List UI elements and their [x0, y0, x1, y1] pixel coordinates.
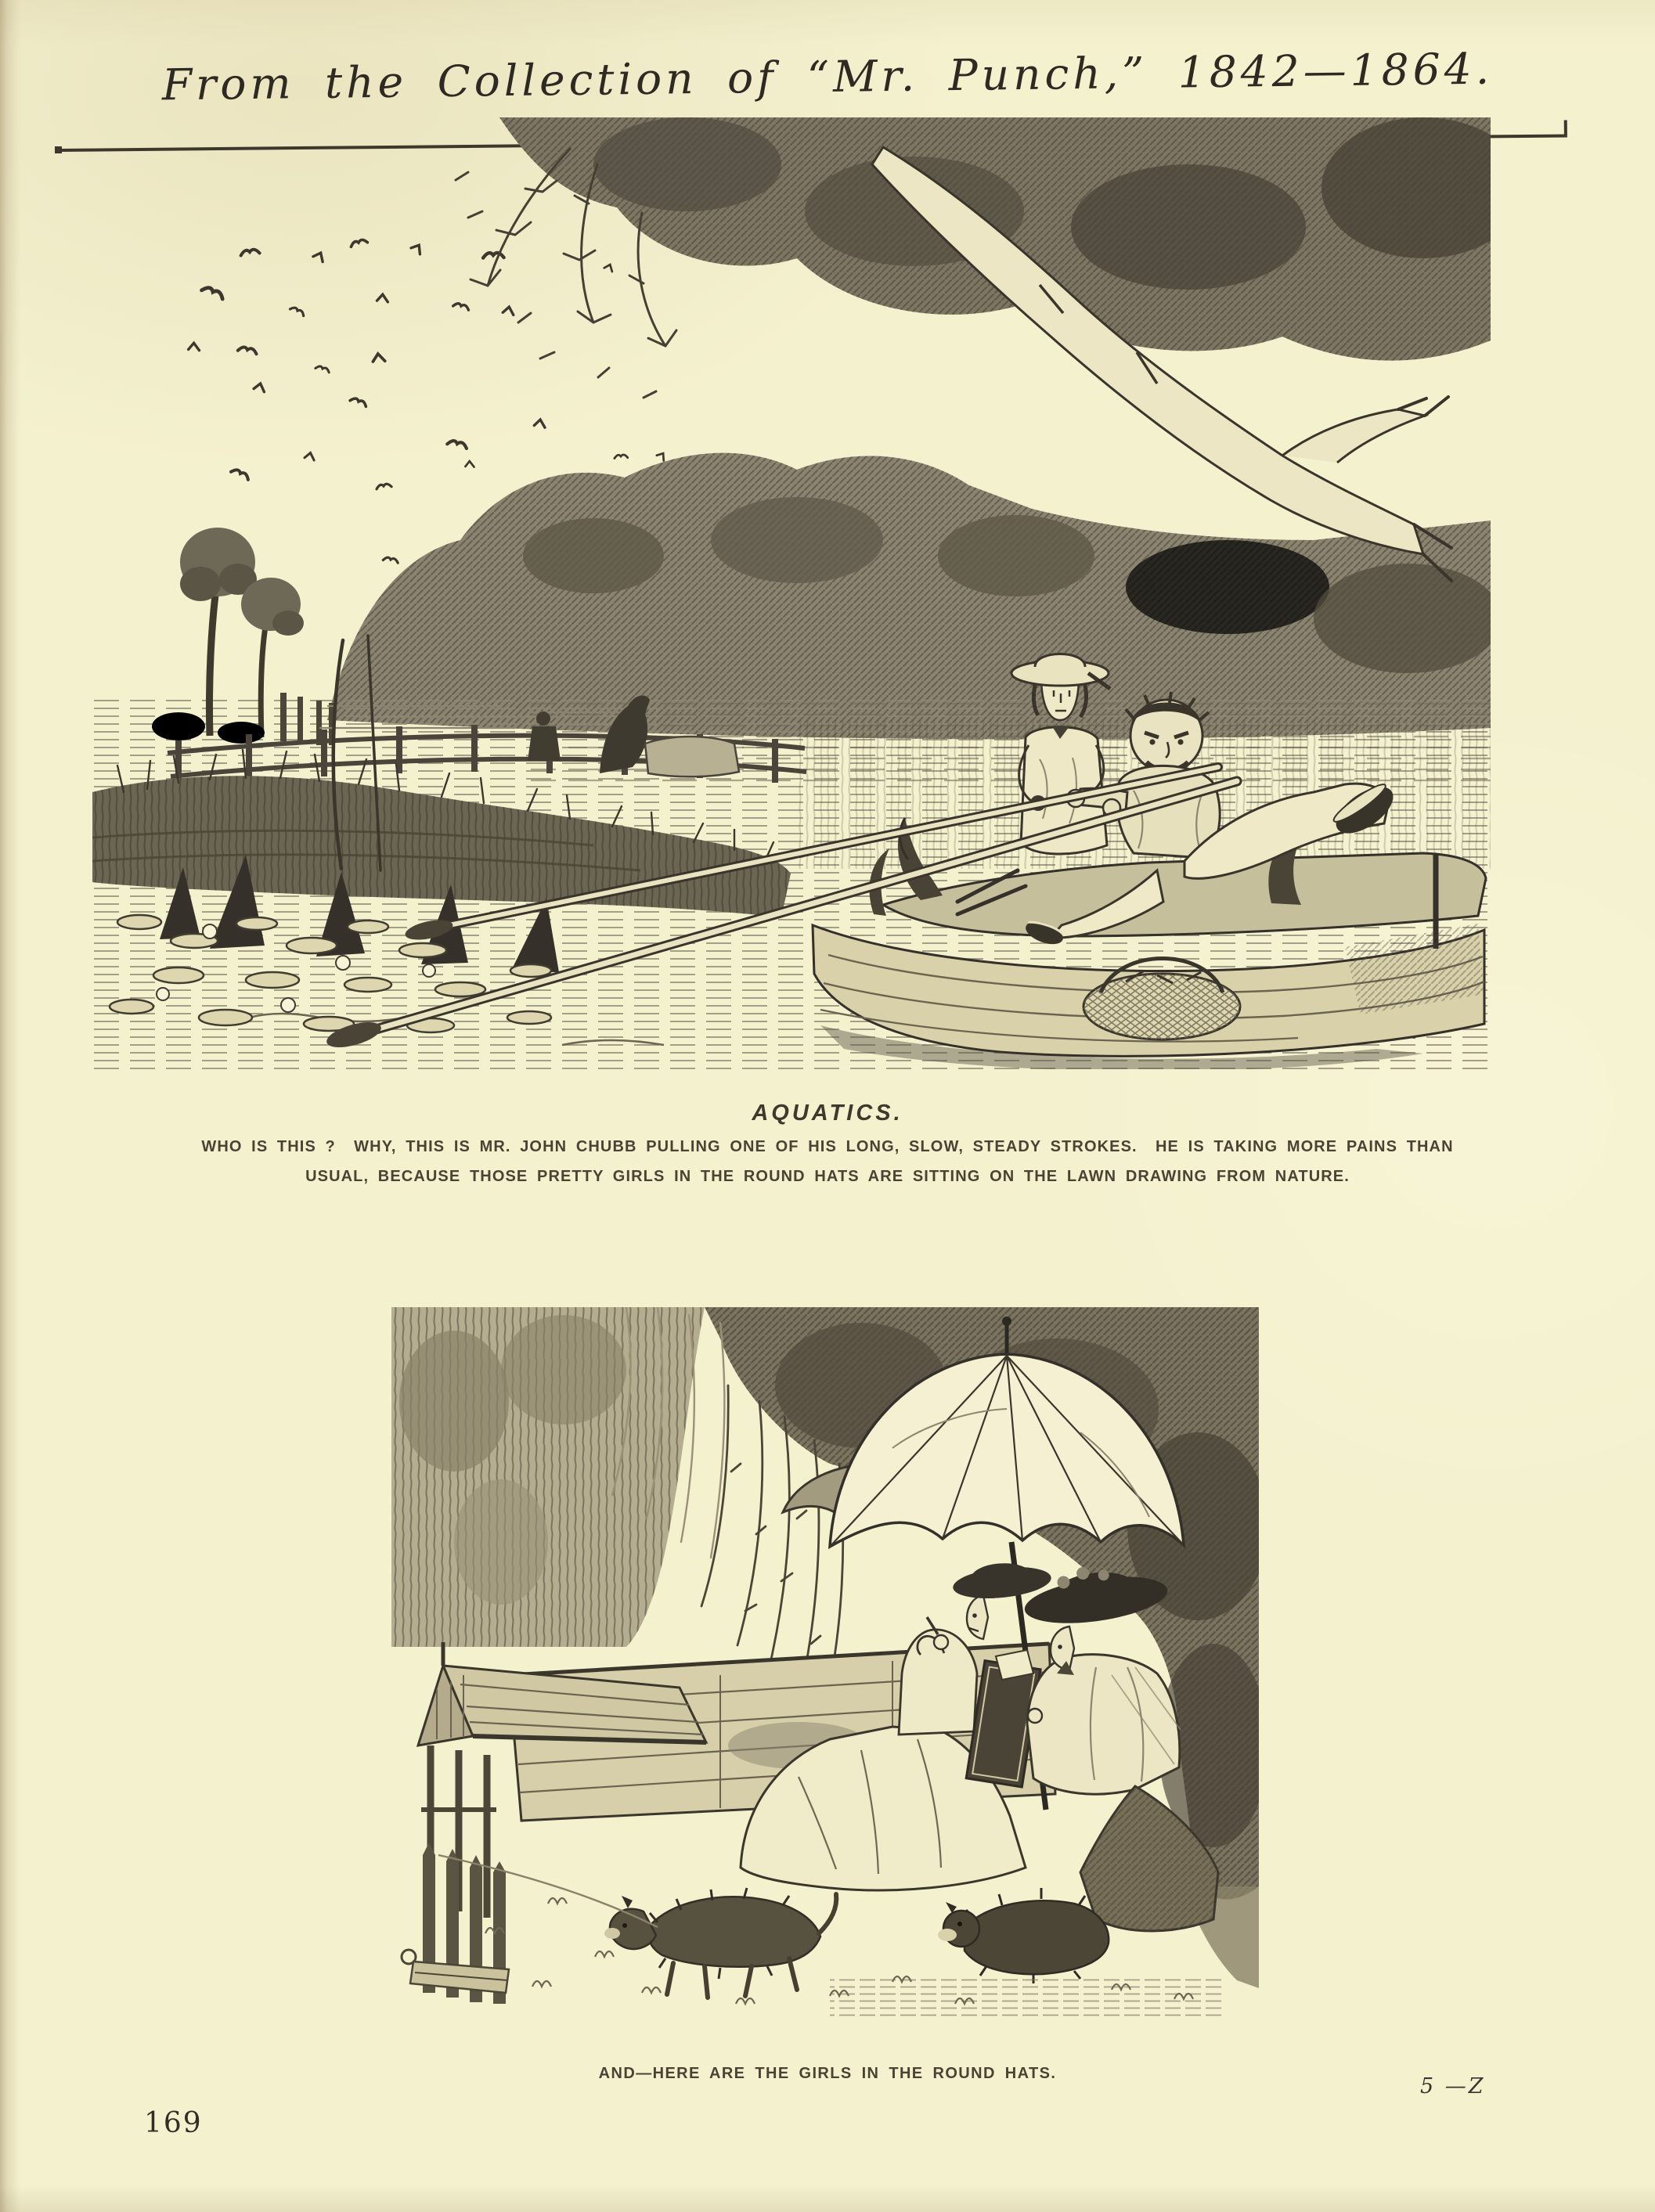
- page-number: 169: [144, 2107, 203, 2139]
- running-head: From the Collection of “Mr. Punch,” 1842—1864.: [161, 43, 1494, 110]
- terrier-lying: [938, 1888, 1109, 1983]
- girl2-jacket: [1027, 1655, 1180, 1794]
- round-hats-engraving: [391, 1307, 1259, 2018]
- figure2-caption: [0, 2059, 1655, 2088]
- caption-line: WHO IS THIS ? WHY, THIS IS MR. JOHN CHUBB PULLING ONE OF HIS LONG, SLOW, STEADY STROKES. HE IS TAKING MORE PAINS THAN: [201, 1138, 1454, 1155]
- round-hats-engraving-svg: [391, 1307, 1259, 2018]
- aquatics-engraving: [92, 117, 1491, 1069]
- figure1-title: AQUATICS.: [752, 1101, 903, 1126]
- figure1-caption: [0, 1132, 1655, 1191]
- terrier-walking: [604, 1888, 836, 1998]
- left-foliage: [391, 1307, 705, 1647]
- signature-mark: 5 —Z: [1420, 2074, 1486, 2099]
- caption-line: AND—HERE ARE THE GIRLS IN THE ROUND HATS.: [598, 2065, 1057, 2082]
- caption-line: USUAL, BECAUSE THOSE PRETTY GIRLS IN THE ROUND HATS ARE SITTING ON THE LAWN DRAWING FROM NATURE.: [305, 1168, 1350, 1185]
- aquatics-engraving-svg: [92, 117, 1491, 1069]
